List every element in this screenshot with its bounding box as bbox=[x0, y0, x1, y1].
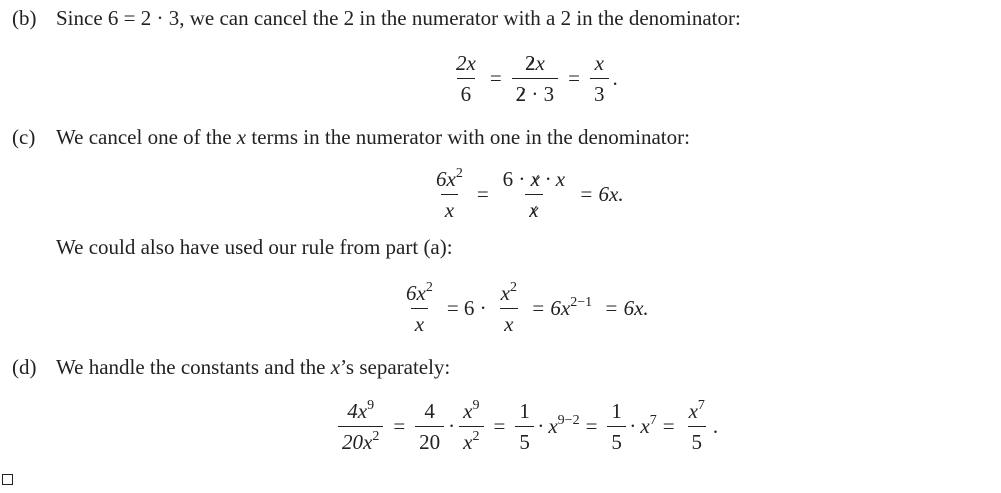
fraction-cancelled: $\frac{2x}{2 \cdot 3}$ bbox=[512, 50, 559, 107]
cancel-mark: 2 bbox=[525, 51, 536, 75]
fraction: $\frac{2x}{6}$ bbox=[456, 51, 476, 106]
fraction: $\frac{6x^2}{x}$ bbox=[436, 166, 463, 222]
cancel-mark: x bbox=[529, 198, 539, 222]
fraction: $\frac{6x^2}{x}$ bbox=[406, 280, 433, 336]
fraction: $\frac{x^9}{x^2}$ bbox=[459, 398, 483, 455]
cancel-mark: x bbox=[530, 167, 540, 191]
part-b-label: (b) bbox=[12, 6, 37, 30]
cancel-mark: 2 bbox=[515, 82, 527, 106]
qed-square-icon bbox=[2, 474, 13, 485]
fraction: $\frac{4x^9}{20x^2}$ bbox=[338, 398, 383, 455]
part-d-label: (d) bbox=[12, 355, 37, 379]
equation-b: $\frac{2x}{6}$ = $\frac{2x}{2 \cdot 3}$ = $\frac{x}{3}$ . bbox=[448, 50, 618, 107]
fraction: $\frac{1}{5}$ bbox=[515, 398, 534, 455]
part-d-text: We handle the constants and the x’s separately: bbox=[56, 355, 451, 379]
fraction-cancelled: $\frac{6 \cdot x \cdot x}{x}$ bbox=[502, 167, 566, 222]
part-c-text: We cancel one of the x terms in the numerator with one in the denominator: bbox=[56, 125, 690, 149]
part-c-label: (c) bbox=[12, 125, 36, 149]
fraction: $\frac{x}{3}$ bbox=[590, 50, 609, 107]
part-b-text: Since 6 = 2 · 3, we can cancel the 2 in the numerator with a 2 in the denominator: bbox=[56, 6, 741, 30]
fraction: $\frac{1}{5}$ bbox=[607, 398, 626, 455]
equation-d: $\frac{4x^9}{20x^2}$ = $\frac{4}{20}$ · $\frac{x^9}{x^2}$ = $\frac{1}{5}$ · $x^{9-2}$ = $\frac{1}{5}$ · $x^7$ = $\frac{x^7}{5}$ . bbox=[334, 398, 718, 455]
fraction: $\frac{x^2}{x}$ bbox=[500, 280, 517, 336]
equation-c-2: $\frac{6x^2}{x}$ = 6 · $\frac{x^2}{x}$ = $6x^{2-1}$ = 6x. bbox=[398, 280, 655, 337]
fraction: $\frac{x^7}{5}$ bbox=[688, 398, 705, 454]
part-c-also-text: We could also have used our rule from part (a): bbox=[56, 235, 453, 259]
fraction: $\frac{4}{20}$ bbox=[415, 398, 444, 455]
equation-c-1: $\frac{6x^2}{x}$ = $\frac{6 \cdot x \cdot x}{x}$ = 6x. bbox=[428, 166, 630, 223]
